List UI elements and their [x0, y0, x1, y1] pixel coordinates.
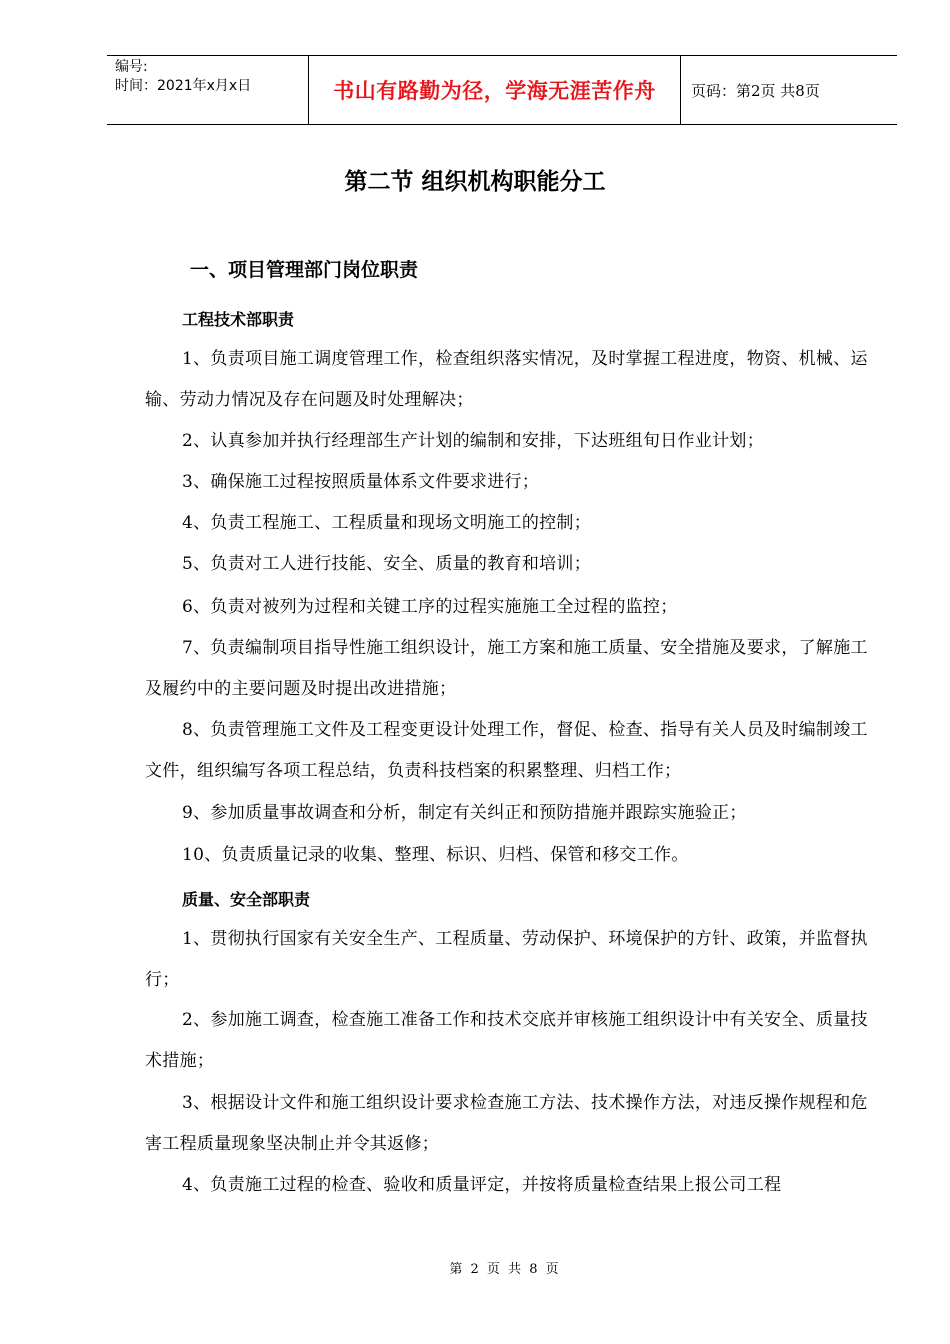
tech-dept-heading: 工程技术部职责 — [182, 310, 295, 329]
tech-item-6: 6、负责对被列为过程和关键工序的过程实施施工全过程的监控； — [182, 597, 678, 617]
document-title: 第二节 组织机构职能分工 — [344, 169, 606, 195]
section-heading: 一、项目管理部门岗位职责 — [190, 259, 419, 281]
qs-item-3: 3、根据设计文件和施工组织设计要求检查施工方法、技术操作方法，对违反操作规程和危害工程质量现象坚决制止并令其返修； — [145, 1093, 868, 1154]
tech-item-7: 7、负责编制项目指导性施工组织设计，施工方案和施工质量、安全措施及要求，了解施工及履约中的主要问题及时提出改进措施； — [145, 638, 868, 699]
qs-dept-heading: 质量、安全部职责 — [182, 890, 311, 909]
number-label: 编号: — [115, 59, 148, 75]
tech-item-9: 9、参加质量事故调查和分析，制定有关纠正和预防措施并跟踪实施验正； — [182, 803, 747, 823]
header-page-info: 页码：第2页 共8页 — [691, 81, 820, 100]
page-footer: 第 2 页 共 8 页 — [449, 1262, 561, 1277]
tech-item-8: 8、负责管理施工文件及工程变更设计处理工作，督促、检查、指导有关人员及时编制竣工文件，组织编写各项工程总结，负责科技档案的积累整理、归档工作； — [145, 720, 868, 781]
tech-item-4: 4、负责工程施工、工程质量和现场文明施工的控制； — [182, 513, 592, 533]
tech-item-5: 5、负责对工人进行技能、安全、质量的教育和培训； — [182, 554, 592, 574]
time-label: 时间：2021年x月x日 — [115, 78, 252, 94]
tech-item-10: 10、负责质量记录的收集、整理、标识、归档、保管和移交工作。 — [182, 845, 689, 865]
tech-item-3: 3、确保施工过程按照质量体系文件要求进行； — [182, 472, 540, 492]
tech-item-2: 2、认真参加并执行经理部生产计划的编制和安排，下达班组旬日作业计划； — [182, 431, 765, 451]
header-motto: 书山有路勤为径，学海无涯苦作舟 — [308, 56, 681, 124]
header-meta — [107, 56, 308, 124]
qs-item-4: 4、负责施工过程的检查、验收和质量评定，并按将质量检查结果上报公司工程 — [182, 1175, 782, 1195]
qs-item-2: 2、参加施工调查，检查施工准备工作和技术交底并审核施工组织设计中有关安全、质量技术措施； — [145, 1010, 868, 1071]
page-header — [107, 55, 897, 125]
qs-item-1: 1、贯彻执行国家有关安全生产、工程质量、劳动保护、环境保护的方针、政策，并监督执行； — [145, 929, 868, 990]
tech-item-1: 1、负责项目施工调度管理工作，检查组织落实情况，及时掌握工程进度，物资、机械、运输、劳动力情况及存在问题及时处理解决； — [145, 349, 868, 410]
